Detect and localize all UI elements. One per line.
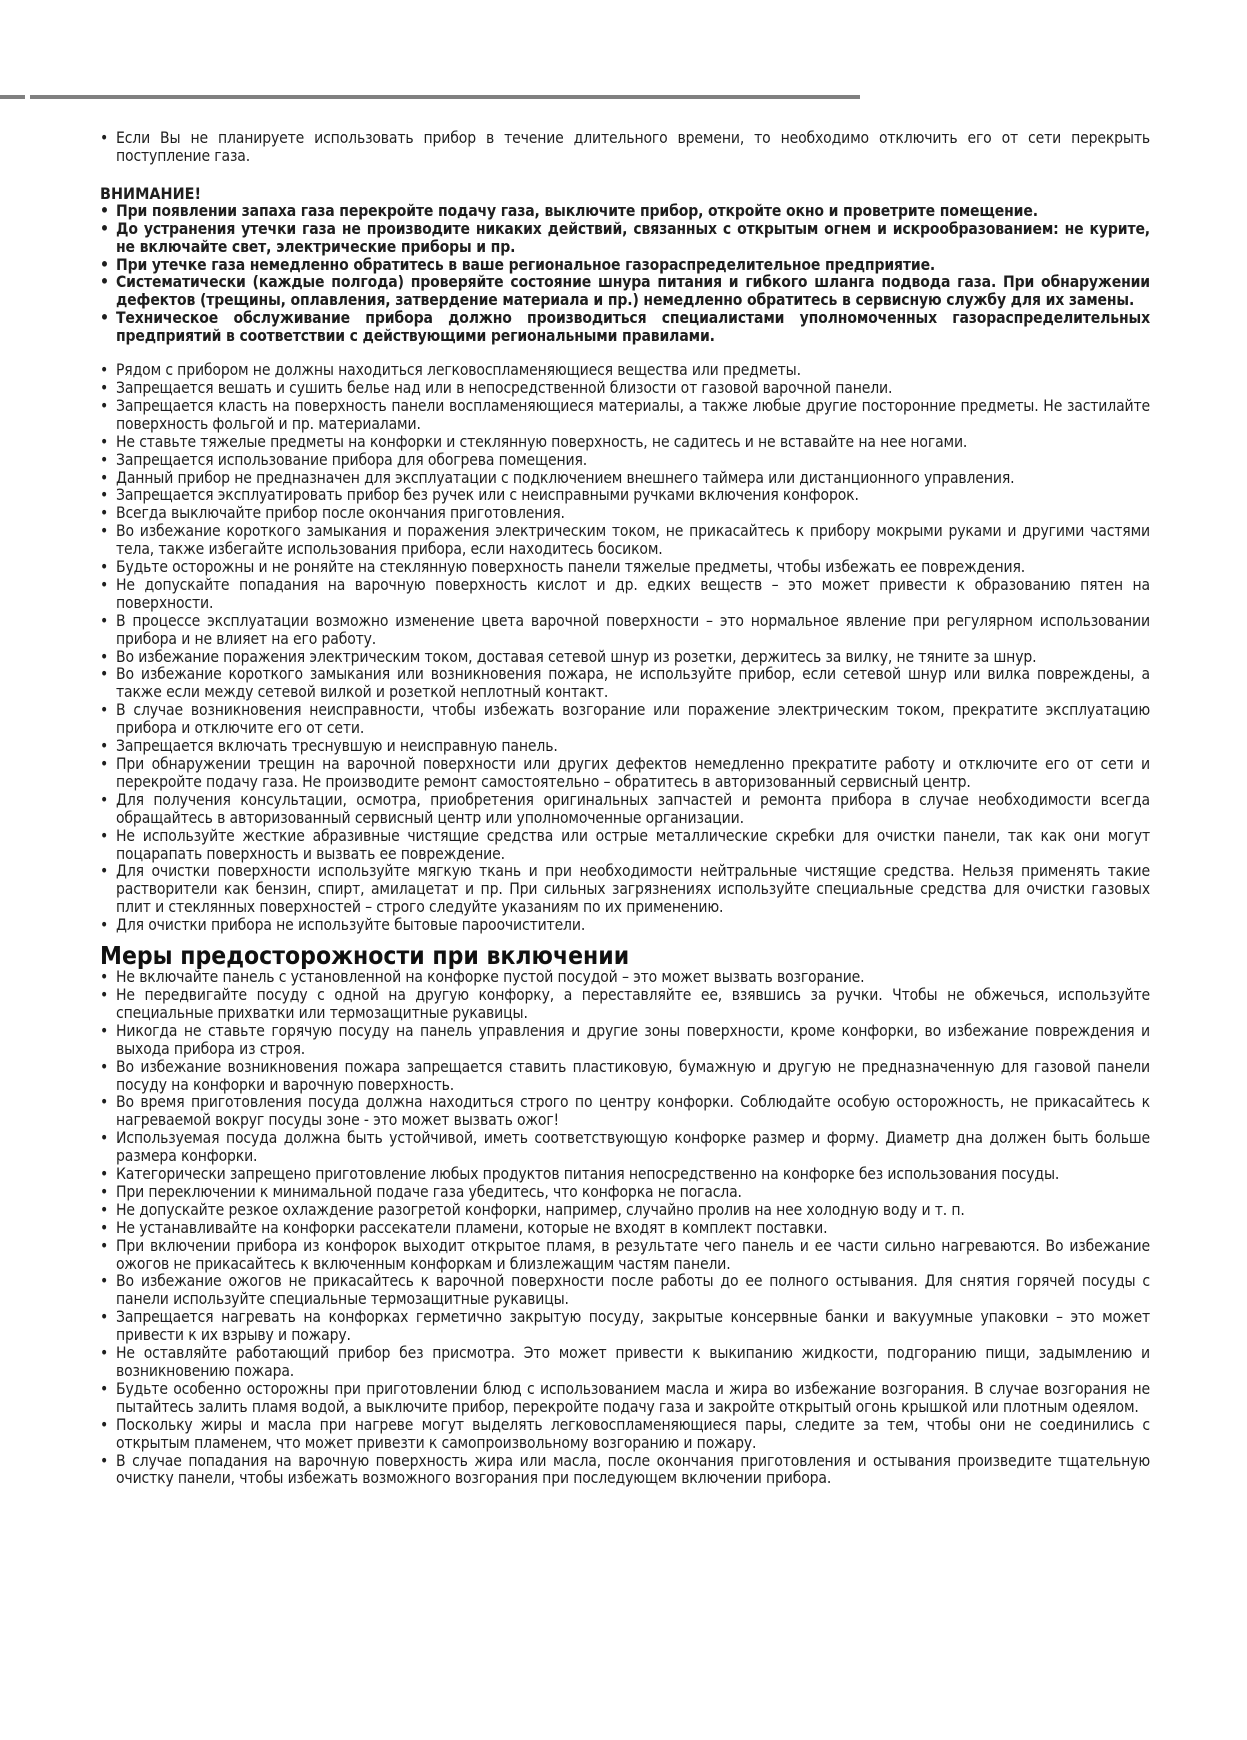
list-item: • Не передвигайте посуду с одной на другую конфорку, а переставляйте ее, взявшись за ручки. Чтобы не обжечься, используйте специальные прихватки или термозащитные рукавицы. <box>100 987 1150 1023</box>
list-item: • Во избежание поражения электрическим током, доставая сетевой шнур из розетки, держитесь за вилку, не тяните за шнур. <box>100 649 1150 667</box>
list-item: • В случае попадания на варочную поверхность жира или масла, после окончания приготовления и остывания произведите тщательную очистку панели, чтобы избежать возможного возгорания при последующем включении прибора. <box>100 1453 1150 1489</box>
header-rule-short <box>0 95 25 99</box>
intro-list <box>100 130 1150 166</box>
list-item: • Для получения консультации, осмотра, приобретения оригинальных запчастей и ремонта прибора в случае необходимости всегда обращайтесь в авторизованный сервисный центр или уполномоченные организации. <box>100 792 1150 828</box>
switch-on-precautions-list <box>100 969 1150 1488</box>
list-item: • Запрещается эксплуатировать прибор без ручек или с неисправными ручками включения конфорок. <box>100 487 1150 505</box>
list-item: • При включении прибора из конфорок выходит открытое пламя, в результате чего панель и ее части сильно нагреваются. Во избежание ожогов не прикасайтесь к включенным конфоркам и близлежащим частям панели. <box>100 1238 1150 1274</box>
list-item: • До устранения утечки газа не производите никаких действий, связанных с открытым огнем и искрообразованием: не курите, не включайте свет, электрические приборы и пр. <box>100 221 1150 257</box>
list-item: • Поскольку жиры и масла при нагреве могут выделять легковоспламеняющиеся пары, следите за тем, чтобы они не соединились с открытым пламенем, что может привезти к самопроизвольному возгоранию и пожару. <box>100 1417 1150 1453</box>
list-item: • Запрещается использование прибора для обогрева помещения. <box>100 452 1150 470</box>
list-item: • Запрещается вешать и сушить белье над или в непосредственной близости от газовой варочной панели. <box>100 380 1150 398</box>
header-rule-long <box>30 95 860 99</box>
list-item: • Никогда не ставьте горячую посуду на панель управления и другие зоны поверхности, кроме конфорки, во избежание повреждения и выхода прибора из строя. <box>100 1023 1150 1059</box>
list-item: • Рядом с прибором не должны находиться легковоспламеняющиеся вещества или предметы. <box>100 362 1150 380</box>
list-item: • Во избежание ожогов не прикасайтесь к варочной поверхности после работы до ее полного остывания. Для снятия горячей посуды с панели используйте специальные термозащитные рукавицы. <box>100 1273 1150 1309</box>
list-item: • Во избежание короткого замыкания и поражения электрическим током, не прикасайтесь к прибору мокрыми руками и другими частями тела, также избегайте использования прибора, если находитесь босиком. <box>100 523 1150 559</box>
list-item: • Будьте особенно осторожны при приготовлении блюд с использованием масла и жира во избежание возгорания. В случае возгорания не пытайтесь залить пламя водой, а выключите прибор, перекройте подачу газа и закройте открытый огонь крышкой или плотным одеялом. <box>100 1381 1150 1417</box>
list-item: • Данный прибор не предназначен для эксплуатации с подключением внешнего таймера или дистанционного управления. <box>100 470 1150 488</box>
list-item: • Всегда выключайте прибор после окончания приготовления. <box>100 505 1150 523</box>
list-item: • Систематически (каждые полгода) проверяйте состояние шнура питания и гибкого шланга подвода газа. При обнаружении дефектов (трещины, оплавления, затвердение материала и пр.) немедленно обратитесь в сервисную службу для их замены. <box>100 274 1150 310</box>
list-item: • Будьте осторожны и не роняйте на стеклянную поверхность панели тяжелые предметы, чтобы избежать ее повреждения. <box>100 559 1150 577</box>
list-item: • Не используйте жесткие абразивные чистящие средства или острые металлические скребки для очистки панели, так как они могут поцарапать поверхность и вызвать ее повреждение. <box>100 828 1150 864</box>
list-item: • Не допускайте попадания на варочную поверхность кислот и др. едких веществ – это может привести к образованию пятен на поверхности. <box>100 577 1150 613</box>
general-safety-list <box>100 362 1150 935</box>
list-item: • Если Вы не планируете использовать прибор в течение длительного времени, то необходимо отключить его от сети перекрыть поступление газа. <box>100 130 1150 166</box>
list-item: • Техническое обслуживание прибора должно производиться специалистами уполномоченных газораспределительных предприятий в соответствии с действующими региональными правилами. <box>100 310 1150 346</box>
list-item: • Не устанавливайте на конфорки рассекатели пламени, которые не входят в комплект поставки. <box>100 1220 1150 1238</box>
section-heading: Меры предосторожности при включении <box>100 941 630 971</box>
list-item: • При переключении к минимальной подаче газа убедитесь, что конфорка не погасла. <box>100 1184 1150 1202</box>
page-content <box>100 130 1150 1488</box>
list-item: • Для очистки прибора не используйте бытовые пароочистители. <box>100 917 1150 935</box>
list-item: • При утечке газа немедленно обратитесь в ваше региональное газораспределительное предприятие. <box>100 257 1150 275</box>
list-item: • Во время приготовления посуда должна находиться строго по центру конфорки. Соблюдайте особую осторожность, не прикасайтесь к нагреваемой вокруг посуды зоне - это может вызвать ожог! <box>100 1094 1150 1130</box>
list-item: • Не включайте панель с установленной на конфорке пустой посудой – это может вызвать возгорание. <box>100 969 1150 987</box>
list-item: • Используемая посуда должна быть устойчивой, иметь соответствующую конфорке размер и форму. Диаметр дна должен быть больше размера конфорки. <box>100 1130 1150 1166</box>
list-item: • Для очистки поверхности используйте мягкую ткань и при необходимости нейтральные чистящие средства. Нельзя применять такие растворители как бензин, спирт, амилацетат и пр. При сильных загрязнениях используйте специальные средства для очистки газовых плит и стеклянных поверхностей – строго следуйте указаниям по их применению. <box>100 863 1150 917</box>
list-item: • Не допускайте резкое охлаждение разогретой конфорки, например, случайно пролив на нее холодную воду и т. п. <box>100 1202 1150 1220</box>
list-item: • Не оставляйте работающий прибор без присмотра. Это может привести к выкипанию жидкости, подгоранию пищи, задымлению и возникновению пожара. <box>100 1345 1150 1381</box>
list-item: • В процессе эксплуатации возможно изменение цвета варочной поверхности – это нормальное явление при регулярном использовании прибора и не влияет на его работу. <box>100 613 1150 649</box>
list-item: • Запрещается нагревать на конфорках герметично закрытую посуду, закрытые консервные банки и вакуумные упаковки – это может привести к их взрыву и пожару. <box>100 1309 1150 1345</box>
list-item: • При обнаружении трещин на варочной поверхности или других дефектов немедленно прекратите работу и отключите его от сети и перекройте подачу газа. Не производите ремонт самостоятельно – обратитесь в авторизованный сервисный центр. <box>100 756 1150 792</box>
list-item: • Категорически запрещено приготовление любых продуктов питания непосредственно на конфорке без использования посуды. <box>100 1166 1150 1184</box>
list-item: • При появлении запаха газа перекройте подачу газа, выключите прибор, откройте окно и проветрите помещение. <box>100 203 1150 221</box>
warning-list <box>100 203 1150 346</box>
list-item: • Запрещается включать треснувшую и неисправную панель. <box>100 738 1150 756</box>
list-item: • Во избежание короткого замыкания или возникновения пожара, не используйте прибор, если сетевой шнур или вилка повреждены, а также если между сетевой вилкой и розеткой неплотный контакт. <box>100 666 1150 702</box>
list-item: • В случае возникновения неисправности, чтобы избежать возгорание или поражение электрическим током, прекратите эксплуатацию прибора и отключите его от сети. <box>100 702 1150 738</box>
warning-title: ВНИМАНИЕ! <box>100 183 202 203</box>
list-item: • Не ставьте тяжелые предметы на конфорки и стеклянную поверхность, не садитесь и не вставайте на нее ногами. <box>100 434 1150 452</box>
list-item: • Запрещается класть на поверхность панели воспламеняющиеся материалы, а также любые другие посторонние предметы. Не застилайте поверхность фольгой и пр. материалами. <box>100 398 1150 434</box>
list-item: • Во избежание возникновения пожара запрещается ставить пластиковую, бумажную и другую не предназначенную для газовой панели посуду на конфорки и варочную поверхность. <box>100 1059 1150 1095</box>
